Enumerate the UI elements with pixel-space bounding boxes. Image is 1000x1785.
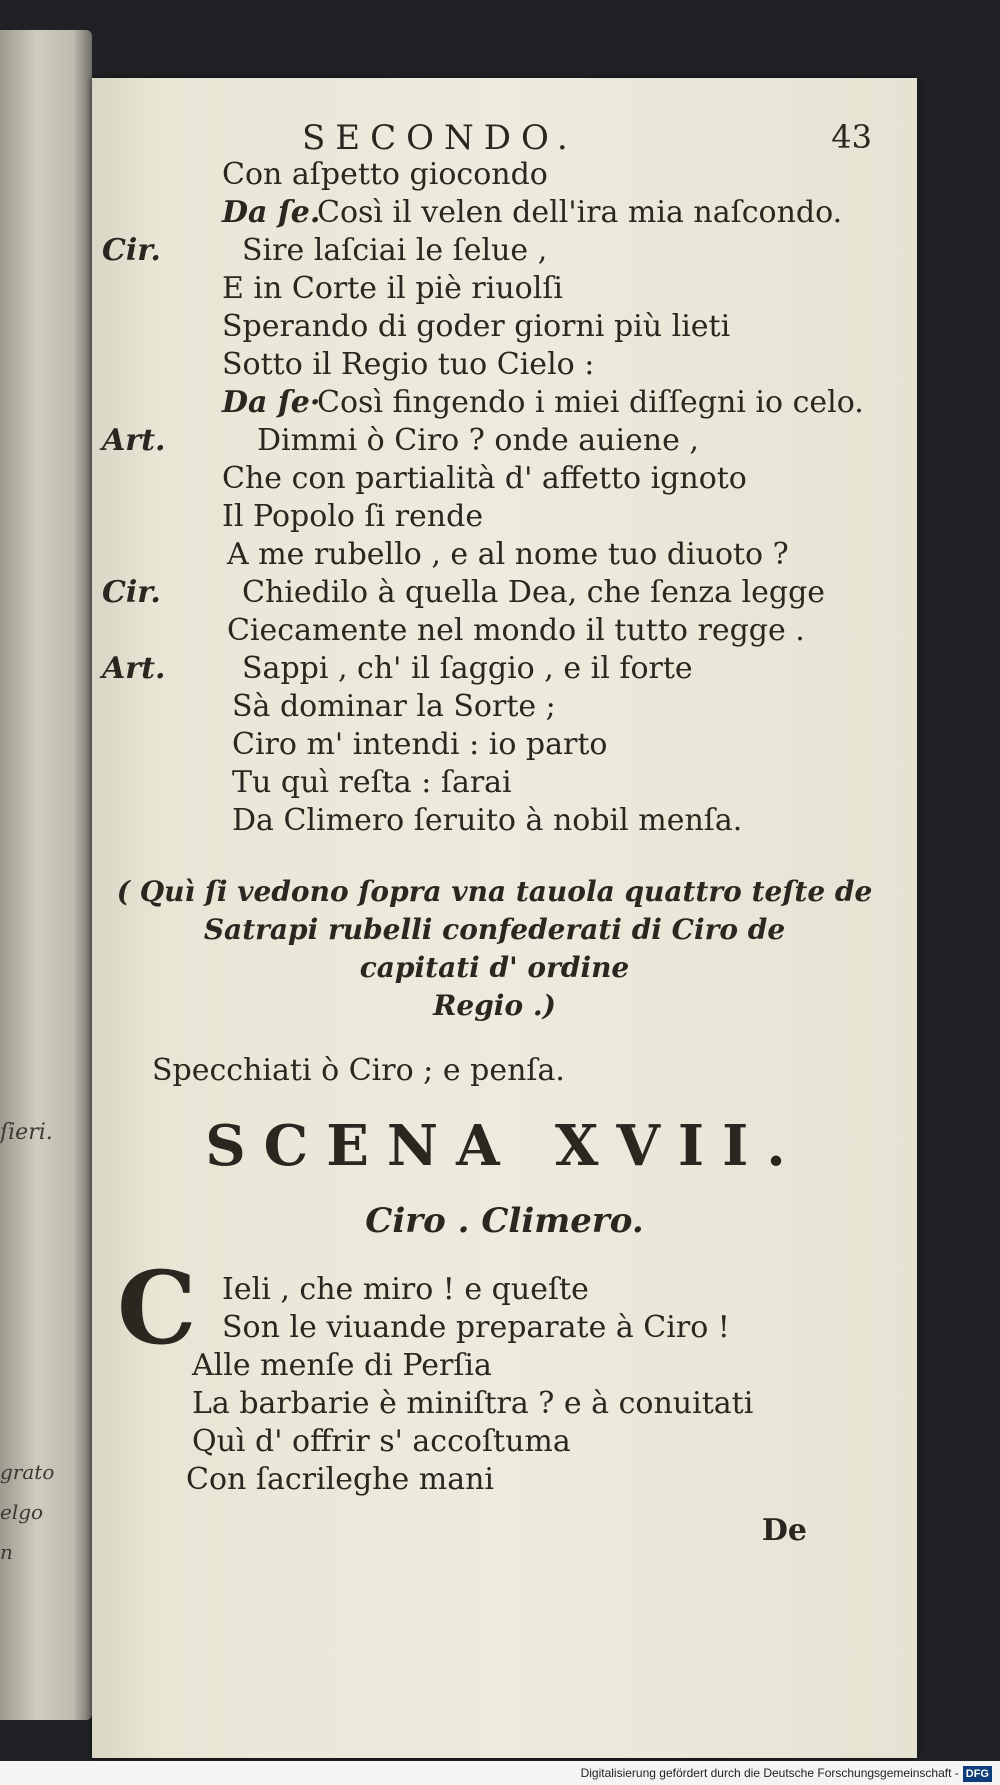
dialogue-line [102,536,877,574]
dialogue-line [102,422,877,460]
dialogue-text: Tu quì reſta : ſarai [232,765,512,800]
dialogue-line [102,612,877,650]
dialogue-line [102,574,877,612]
stage-direction-line: ( Quì ſi vedono ſopra vna tauola quattro teſte de [116,875,873,908]
speaker-label: Da ſe. [222,195,321,230]
book-page [92,78,917,1758]
dialogue-text: Ciecamente nel mondo il tutto regge . [227,613,805,648]
catchword: De [761,1513,807,1548]
dialogue-text: A me rubello , e al nome tuo diuoto ? [227,537,789,572]
dialogue-block [102,156,877,840]
dialogue-text: Sappi , ch' il ſaggio , e il forte [242,651,693,686]
speaker-label: Art. [102,651,166,686]
verse-text: La barbarie è miniſtra ? e à conuitati [192,1386,754,1421]
dialogue-text: Con aſpetto giocondo [222,157,548,192]
dialogue-line [102,308,877,346]
speech-line: Specchiati ò Ciro ; e penſa. [152,1053,565,1088]
speaker-label: Da ſe· [222,385,321,420]
running-title: SECONDO. [302,118,578,158]
scene-title: SCENA XVII. [205,1113,804,1179]
stage-direction-line: capitati d' ordine [359,951,630,984]
dialogue-text: Sperando di goder giorni più lieti [222,309,731,344]
speaker-label: Cir. [102,233,161,268]
dialogue-line [102,384,877,422]
dialogue-line [102,460,877,498]
dialogue-text: Sire laſciai le ſelue , [242,233,548,268]
dialogue-text: Da Climero ſeruito à nobil menſa. [232,803,743,838]
dialogue-text: Ciro m' intendi : io parto [232,727,608,762]
facing-page-fragment: grato [0,1460,55,1484]
verse-text: Con ſacrileghe mani [186,1462,495,1497]
footer-text: Digitalisierung gefördert durch die Deutsche Forschungsgemeinschaft - [580,1766,959,1780]
dialogue-line [102,726,877,764]
speaker-label: Cir. [102,575,161,610]
page-number: 43 [831,118,872,156]
dialogue-line [102,650,877,688]
verse-text: Alle menſe di Perſia [192,1348,492,1383]
verse-text: Ieli , che miro ! e queſte [222,1272,589,1307]
facing-page-fragment: n [0,1540,13,1564]
stage-direction-line: Regio .) [433,989,556,1022]
facing-page-fragment: ſieri. [0,1120,53,1145]
dialogue-text: Così il velen dell'ira mia naſcondo. [317,195,843,230]
dialogue-text: Chiedilo à quella Dea, che ſenza legge [242,575,826,610]
dialogue-text: Il Popolo ſi rende [222,499,484,534]
dialogue-text: Sà dominar la Sorte ; [232,689,556,724]
stage-direction [112,873,877,1025]
verse-text: Son le viuande preparate à Ciro ! [222,1310,730,1345]
scene-characters: Ciro . Climero. [365,1201,644,1241]
dialogue-text: Dimmi ò Ciro ? onde auiene , [257,423,699,458]
dialogue-line [102,498,877,536]
dialogue-line [102,346,877,384]
facing-page-fragment: elgo [0,1500,44,1524]
dialogue-line [102,194,877,232]
dialogue-text: Così fingendo i miei diſſegni io celo. [317,385,864,420]
dialogue-text: Sotto il Regio tuo Cielo : [222,347,595,382]
dialogue-line [102,764,877,802]
verse-text: Quì d' offrir s' accoſtuma [192,1424,571,1459]
stage-direction-line: Satrapi rubelli confederati di Ciro de [203,913,786,946]
dialogue-line [102,232,877,270]
facing-page-edge [0,30,92,1720]
dialogue-line [102,688,877,726]
dialogue-line [102,156,877,194]
dialogue-text: E in Corte il piè riuolſi [222,271,564,306]
running-header [302,118,872,158]
dialogue-line [102,270,877,308]
dfg-logo: DFG [963,1766,992,1782]
drop-cap: C [117,1249,197,1367]
digitization-footer [0,1761,1000,1785]
speaker-label: Art. [102,423,166,458]
dialogue-text: Che con partialità d' affetto ignoto [222,461,747,496]
dialogue-line [102,802,877,840]
